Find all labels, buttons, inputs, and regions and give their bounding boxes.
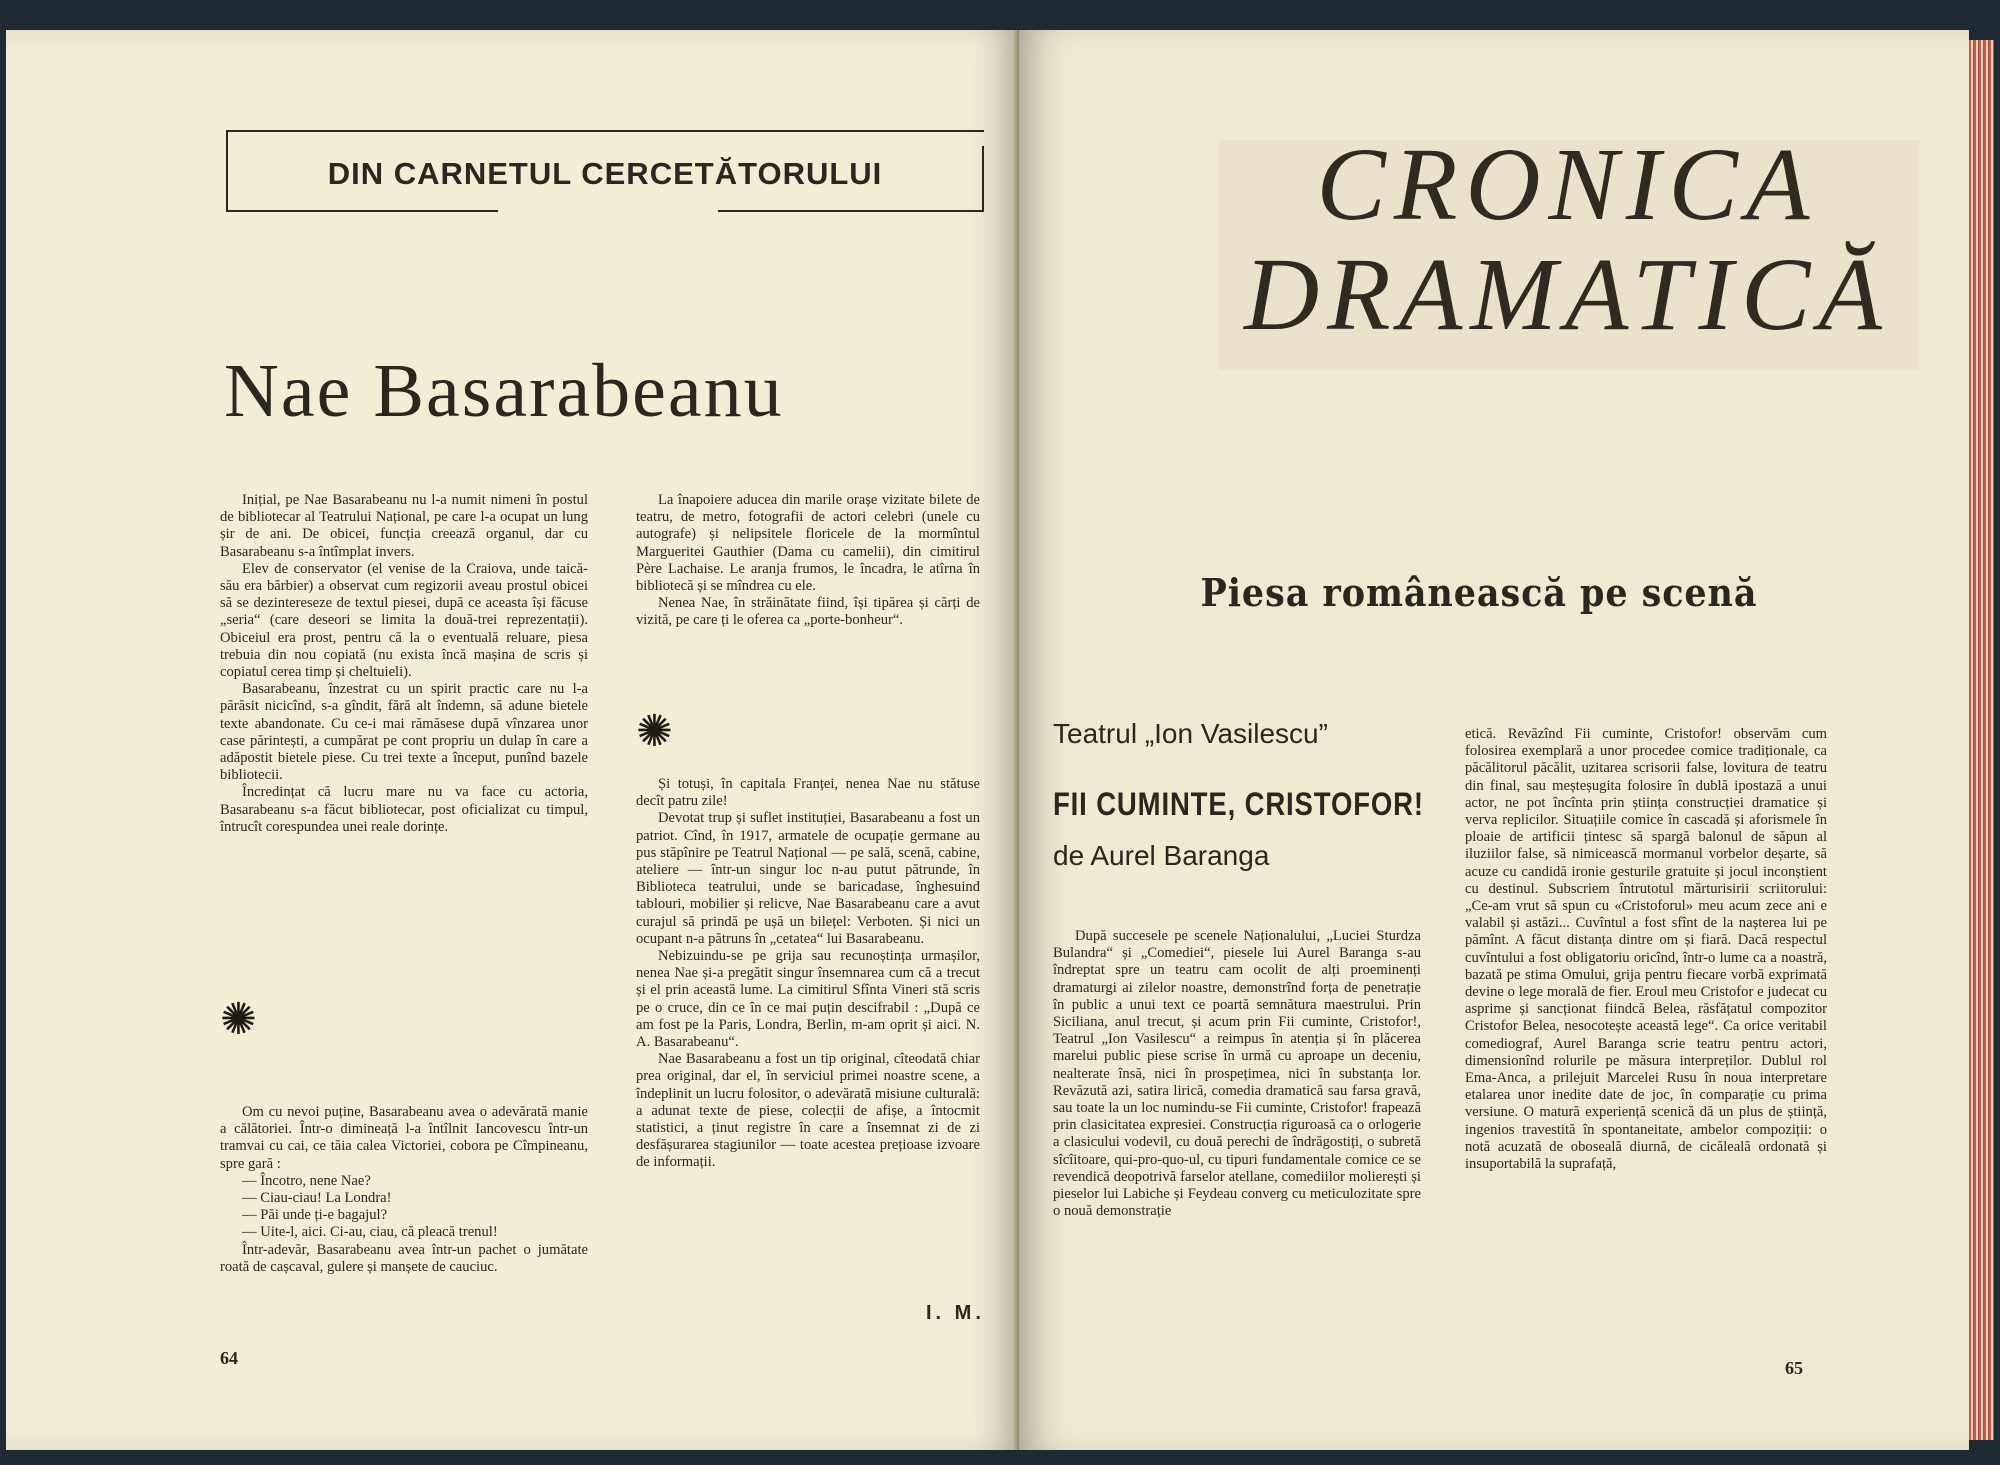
ornament-icon: ✺ (220, 995, 257, 1044)
right-column-1 (1053, 928, 1421, 1220)
ornament-icon: ✺ (636, 707, 673, 756)
theatre-name: Teatrul „Ion Vasilescu” (1053, 718, 1328, 749)
dialogue-line: — Păi unde ți-e bagajul? (242, 1207, 388, 1224)
left-column-2 (636, 492, 980, 630)
paragraph: Inițial, pe Nae Basarabeanu nu l-a numit nimeni în postul de bibliotecar al Teatrului Național, pe care l-a ocupat un lung șir de ani. De obicei, funcția creează organul, dar cu Basarabeanu s-a întîmplat invers. (220, 492, 588, 560)
left-column-2b (636, 776, 980, 1172)
dialogue-line: — Încotro, nene Nae? (242, 1172, 371, 1189)
paragraph: Om cu nevoi puține, Basarabeanu avea o adevărată manie a călătoriei. Într-o dimineață l-a întîlnit Iancovescu într-un tramvai cu cai, ce tăia calea Victoriei, cobora pe Cîmpineanu, spre gară : (220, 1104, 588, 1172)
paragraph: Într-adevăr, Basarabeanu avea într-un pachet o jumătate roată de cașcaval, gulere și manșete de cauciuc. (220, 1241, 588, 1275)
paragraph: Basarabeanu, înzestrat cu un spirit practic care nu l-a părăsit nicicînd, s-a gîndit, fără alt îndemn, să adune bietele texte abandonate. Cu ce-i mai rămăsese după vînzarea unor case părintești, a cumpărat pe cont propriu un dulap în care a adăpostit bietele piese. Cu trei texte a început, punînd bazele bibliotecii. (220, 681, 588, 784)
dialogue-line: — Uite-l, aici. Ci-au, ciau, că pleacă trenul! (242, 1224, 498, 1241)
subheading: Piesa românească pe scenă (1200, 570, 1758, 615)
author-signature: I. M. (926, 1302, 985, 1324)
right-column-2 (1465, 726, 1827, 1173)
paragraph: Elev de conservator (el venise de la Craiova, unde taică-său era bărbier) a observat cum regizorii aveau prostul obicei să se dezintereseze de textul piesei, după ce aceasta își făcuse „seria“ (care deseori se limita la două-trei reprezentații). Obiceiul era prost, pentru că la o eventuală reluare, piesa trebuia din nou copiată (nu exista încă mașina de scris și copiatul cerea timp și cheltuieli). (220, 560, 588, 681)
section-title-line-1: CRONICA (1316, 127, 1818, 242)
play-title: FII CUMINTE, CRISTOFOR! (1053, 786, 1424, 822)
paragraph: Nenea Nae, în străinătate fiind, își tipărea și cărți de vizită, pe care ți le oferea ca „porte-bonheur“. (636, 595, 980, 629)
section-header: DIN CARNETUL CERCETĂTORULUI (327, 156, 883, 191)
paragraph: etică. Revăzînd Fii cuminte, Cristofor! observăm cum folosirea exemplară a unor procedee comice tradiționale, ca păcălitorul păcălit, uzitarea scrisorii false, lovitura de teatru din final, sau meșteșugita folosire în dublă ipostază a unui actor, ne pot încînta prin știința construcției dramatice și verva replicilor. Situațiile comice în cascadă și aforismele în ploaie de artificii țintesc să spargă balonul de săpun al iluziilor false, să nimicească mormanul vorbelor deșarte, să acuze cu candidă ironie gesturile gratuite și jocul inconștient cu destinul. Subscriem întrutotul mărturisirii scriitorului: „Ce-am vrut să spun cu «Cristoforul» meu acum zece ani e valabil și astăzi... Cuvîntul a fost sfînt de la nașterea lui pe pămînt. A făcut distanța dintre om și fiară. Dacă respectul cuvîntului a fost obligatoriu oricînd, într-o lume ca a noastră, bazată pe stima Omului, grija pentru fiecare vorbă exprimată devine o lege morală de fier. Eroul meu Cristofor e judecat cu asprime și sancționat fiindcă Belea, răsfățatul compozitor Cristofor Belea, nesocotește această lege“. Ca orice veritabil comediograf, Aurel Baranga scrie teatru pentru actori, dimensionînd rolurile pe măsura interpreților. Dublul rol Ema-Anca, a prilejuit Marcelei Rusu în noua interpretare etalarea unor inedite date de joc, în comparație cu prima versiune. O matură experiență scenică dă un plus de știință, ingenios travestită în spontaneitate, ambelor compoziții: o notă acuzată de oboseală diurnă, de cicăleală ordonată și insuportabilă la suprafață, (1465, 726, 1827, 1173)
article-title: Nae Basarabeanu (224, 349, 784, 433)
dialogue-line: — Ciau-ciau! La Londra! (242, 1190, 392, 1207)
paragraph: La înapoiere aducea din marile orașe vizitate bilete de teatru, de metro, fotografii de actori celebri (unele cu autografe) și nelipsitele floricele de la mormîntul Margueritei Gauthier (Dama cu camelii), din cimitirul Père Lachaise. Le aranja frumos, le încadra, le atîrna în bibliotecă și se mîndrea cu ele. (636, 492, 980, 595)
section-title-line-2: DRAMATICĂ (1244, 237, 1890, 352)
paragraph: Și totuși, în capitala Franței, nenea Nae nu stătuse decît patru zile! (636, 776, 980, 810)
page-number: 64 (220, 1348, 238, 1368)
page-number: 65 (1785, 1358, 1803, 1378)
paragraph: Încredințat că lucru mare nu va face cu actoria, Basarabeanu s-a făcut bibliotecar, post oficializat cu timpul, întrucît corespundea unei reale dorințe. (220, 784, 588, 835)
paragraph: După succesele pe scenele Naționalului, „Luciei Sturdza Bulandra“ și „Comediei“, piesele lui Aurel Baranga s-au îndreptat spre un teatru cam ocolit de alți proeminenți dramaturgi ai zilelor noastre, demonstrînd forța de penetrație în public a unui text ce poartă semnătura maestrului. Prin Siciliana, anul trecut, și acum prin Fii cuminte, Cristofor!, Teatrul „Ion Vasilescu“ a reimpus în atenția și în plăcerea marelui public piese scrise în urmă cu aproape un deceniu, nealterate însă, nici în prospețimea, nici în substanța lor. Revăzută azi, satira lirică, comedia dramatică sau farsa gravă, sau toate la un loc numindu-se Fii cuminte, Cristofor! frapează prin clasicitatea expresiei. Construcția riguroasă ca o orlogerie a clasicului vodevil, cu două perechi de îndrăgostiți, o subretă sîcîitoare, qui-pro-quo-ul, cu tipuri fundamentale comice ce se revendică deopotrivă farselor atellane, comediilor molierești și pieselor lui Labiche și Feydeau converg cu meticulozitate spre o nouă demonstrație (1053, 928, 1421, 1220)
paragraph: Nae Basarabeanu a fost un tip original, cîteodată chiar prea original, dar el, în serviciul primei noastre scene, a îndeplinit un lucru folositor, o adevărată misiune culturală: a adunat texte de piese, colecții de afișe, a întocmit statistici, a ținut registre în care a însemnat zi de zi desfășurarea stagiunilor — toate acestea prețioase izvoare de informații. (636, 1051, 980, 1171)
left-column-1 (220, 492, 588, 836)
page-edges (1969, 40, 1994, 1440)
play-author: de Aurel Baranga (1053, 840, 1270, 871)
left-column-1b (220, 1104, 588, 1276)
paragraph: Nebizuindu-se pe grija sau recunoștința urmașilor, nenea Nae și-a pregătit singur însemnarea cum că a trecut și el prin această lume. La cimitirul Sfînta Vineri stă scris pe o cruce, din ce în ce mai puțin descifrabil : „După ce am fost pe la Paris, Londra, Berlin, m-am oprit și aici. N. A. Basarabeanu“. (636, 948, 980, 1051)
section-header-box (220, 118, 980, 226)
paragraph: Devotat trup și suflet instituției, Basarabeanu a fost un patriot. Cînd, în 1917, armatele de ocupație germane au pus stăpînire pe Teatrul Național — pe sală, scenă, cabine, ateliere — într-un singur loc n-au putut pătrunde, în Biblioteca teatrului, unde se baricadase, înghesuind tablouri, mobilier și relicve, Nae Basarabeanu care a avut curajul să prindă pe ușă un bilețel: Verboten. Și nici un ocupant n-a pătruns în „cetatea“ lui Basarabeanu. (636, 810, 980, 947)
left-page (6, 30, 1019, 1450)
right-page (1019, 30, 1969, 1450)
